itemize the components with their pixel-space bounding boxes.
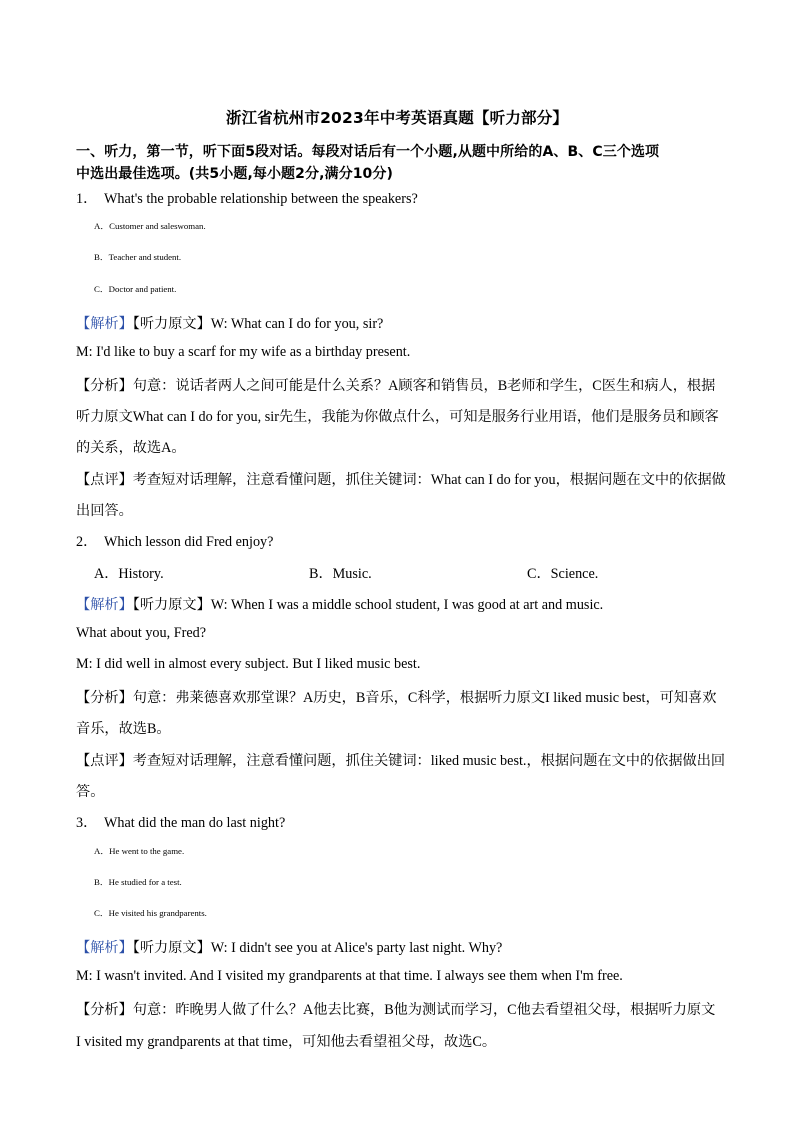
q2-analysis-line-2: 音乐，故选B。 bbox=[76, 721, 171, 737]
question-number: 1． bbox=[76, 191, 98, 207]
question-2 bbox=[76, 531, 756, 551]
q3-transcript-line-2: M: I wasn't invited. And I visited my grandparents at that time. I always see them when I'm free. bbox=[76, 968, 623, 984]
transcript-tag: 【听力原文】 bbox=[132, 597, 211, 613]
question-3 bbox=[76, 812, 756, 832]
q1-transcript-line-1 bbox=[76, 313, 756, 333]
analysis-tag: 【解析】 bbox=[76, 316, 133, 332]
question-1 bbox=[76, 188, 756, 208]
dianping-tag: 【点评】 bbox=[76, 753, 133, 769]
transcript-tag: 【听力原文】 bbox=[132, 940, 211, 956]
q3-option-c: C．He visited his grandparents. bbox=[94, 908, 207, 918]
q3-option-a: A．He went to the game. bbox=[94, 846, 185, 856]
transcript-tag: 【听力原文】 bbox=[132, 316, 211, 332]
fenxi-tag: 【分析】 bbox=[76, 1002, 133, 1018]
transcript-text: W: When I was a middle school student, I was good at art and music. bbox=[210, 597, 604, 613]
q1-transcript-line-2: M: I'd like to buy a scarf for my wife as a birthday present. bbox=[76, 344, 411, 360]
fenxi-text: 句意：昨晚男人做了什么？A他去比赛，B他为测试而学习，C他去看望祖父母，根据听力原文 bbox=[132, 1002, 716, 1018]
q3-option-b: B．He studied for a test. bbox=[94, 877, 182, 887]
q1-analysis-line-2: 听力原文What can I do for you, sir先生，我能为你做点什么，可知是服务行业用语，他们是服务员和顾客 bbox=[76, 409, 719, 425]
q1-analysis-line-3: 的关系，故选A。 bbox=[76, 440, 186, 456]
analysis-tag: 【解析】 bbox=[76, 597, 133, 613]
fenxi-text: 句意：说话者两人之间可能是什么关系？A顾客和销售员，B老师和学生，C医生和病人，根据 bbox=[132, 378, 716, 394]
q3-analysis-line-1 bbox=[76, 999, 756, 1019]
question-text: What's the probable relationship between the speakers? bbox=[104, 191, 418, 207]
analysis-tag: 【解析】 bbox=[76, 940, 133, 956]
q1-option-b: B．Teacher and student. bbox=[94, 252, 182, 262]
q3-transcript-line-1 bbox=[76, 937, 756, 957]
q1-comment-line-2: 出回答。 bbox=[76, 503, 133, 519]
q2-comment-line-1 bbox=[76, 750, 756, 770]
question-text: Which lesson did Fred enjoy? bbox=[104, 534, 274, 550]
q2-option-c: C．Science. bbox=[527, 566, 599, 582]
fenxi-tag: 【分析】 bbox=[76, 690, 133, 706]
q1-comment-line-1 bbox=[76, 469, 756, 489]
q2-comment-line-2: 答。 bbox=[76, 784, 105, 800]
dianping-text: 考查短对话理解，注意看懂问题，抓住关键词：What can I do for you，根据问题在文中的依据做 bbox=[132, 472, 726, 488]
q1-option-a: A．Customer and saleswoman. bbox=[94, 221, 206, 231]
fenxi-text: 句意：弗莱德喜欢那堂课？A历史，B音乐，C科学，根据听力原文I liked music best，可知喜欢 bbox=[132, 690, 717, 706]
q2-transcript-line-2: What about you, Fred? bbox=[76, 625, 207, 641]
q2-option-a: A．History. bbox=[94, 566, 164, 582]
section-instruction-line-2: 中选出最佳选项。(共5小题,每小题2分,满分10分) bbox=[76, 166, 393, 182]
q3-analysis-line-2: I visited my grandparents at that time，可知他去看望祖父母，故选C。 bbox=[76, 1034, 497, 1050]
q2-transcript-line-3: M: I did well in almost every subject. But I liked music best. bbox=[76, 656, 421, 672]
dianping-text: 考查短对话理解，注意看懂问题，抓住关键词：liked music best.，根据问题在文中的依据做出回 bbox=[132, 753, 726, 769]
q2-transcript-line-1 bbox=[76, 594, 756, 614]
fenxi-tag: 【分析】 bbox=[76, 378, 133, 394]
question-number: 2． bbox=[76, 534, 98, 550]
question-number: 3． bbox=[76, 815, 98, 831]
page-title: 浙江省杭州市2023年中考英语真题【听力部分】 bbox=[225, 109, 569, 127]
q1-option-c: C．Doctor and patient. bbox=[94, 284, 177, 294]
q1-analysis-line-1 bbox=[76, 375, 756, 395]
q2-analysis-line-1 bbox=[76, 687, 756, 707]
question-text: What did the man do last night? bbox=[104, 815, 286, 831]
transcript-text: W: What can I do for you, sir? bbox=[210, 316, 384, 332]
transcript-text: W: I didn't see you at Alice's party last night. Why? bbox=[210, 940, 503, 956]
dianping-tag: 【点评】 bbox=[76, 472, 133, 488]
q2-option-b: B．Music. bbox=[309, 566, 372, 582]
section-instruction-line-1: 一、听力，第一节，听下面5段对话。每段对话后有一个小题,从题中所给的A、B、C三个选项 bbox=[76, 144, 660, 160]
